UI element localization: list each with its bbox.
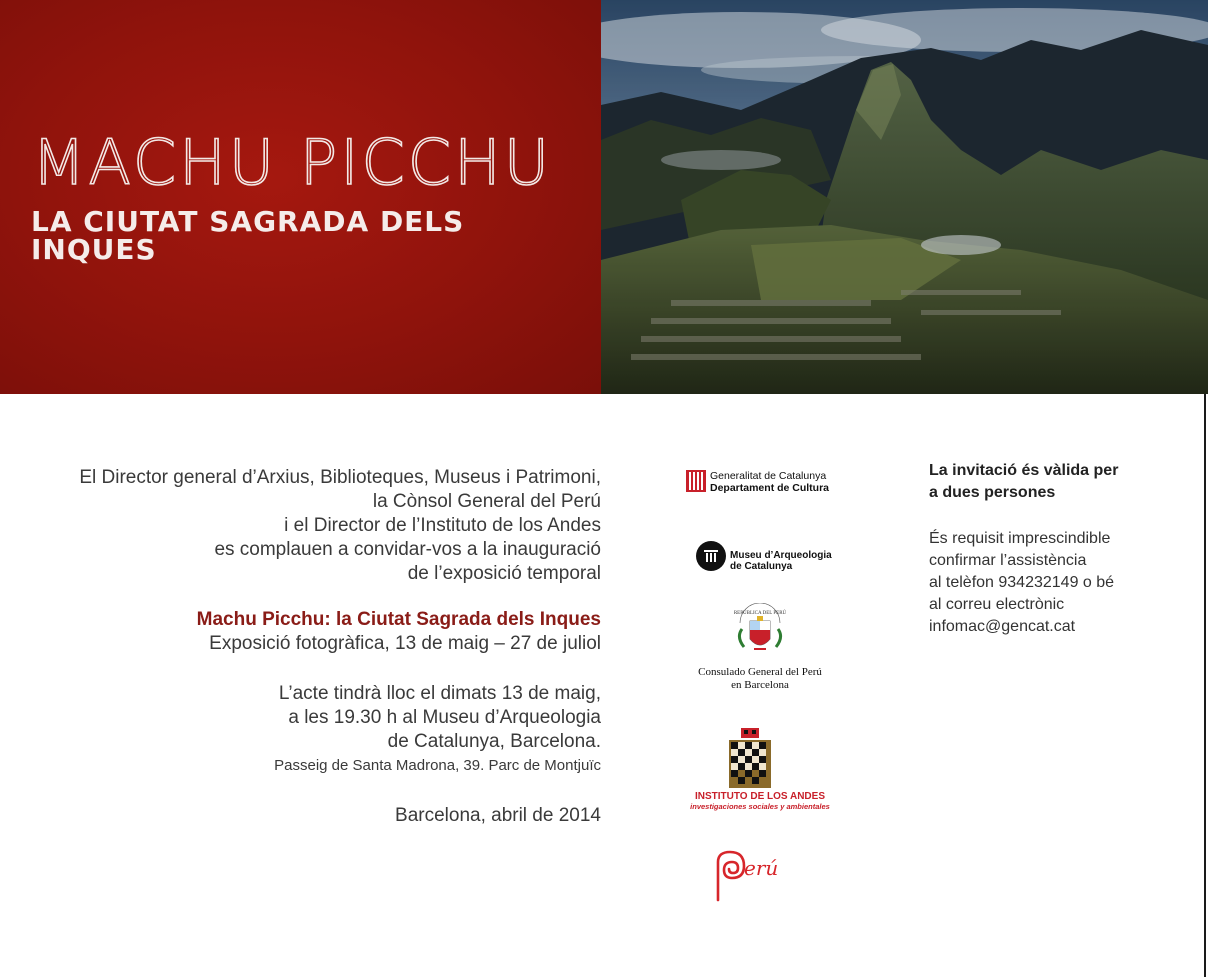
consulado-name: Consulado General del Perú [698, 666, 822, 678]
rsvp-line: confirmar l’assistència [929, 552, 1087, 569]
generalitat-emblem-icon [686, 470, 706, 492]
rsvp-line: al telèfon 934232149 o bé [929, 574, 1115, 591]
event-line: a les 19.30 h al Museu d’Arqueologia [288, 707, 601, 728]
exhibition-subtitle: LA CIUTAT SAGRADA DELS INQUES [31, 205, 465, 266]
exhibition-title: MACHU PICCHU [32, 126, 553, 199]
invitation-line: de l’exposició temporal [407, 563, 601, 584]
peru-wordmark: erú [744, 856, 779, 880]
museu-emblem-icon [696, 541, 726, 571]
andean-textile-icon [727, 728, 773, 790]
title-banner [0, 0, 601, 394]
event-line: de Catalunya, Barcelona. [387, 731, 601, 752]
venue-address: Passeig de Santa Madrona, 39. Parc de Montjuïc [274, 757, 601, 774]
seal-text: REPÚBLICA DEL PERÚ [733, 611, 787, 616]
museu-region: de Catalunya [730, 561, 793, 572]
rsvp-info [929, 460, 1159, 638]
invitation-text [41, 466, 601, 828]
rsvp-line: al correu electrònic [929, 596, 1065, 613]
generalitat-name: Generalitat de Catalunya [710, 470, 827, 482]
validity-heading: a dues persones [929, 484, 1056, 501]
page-edge-divider [1204, 394, 1206, 977]
contact-email: infomac@gencat.cat [929, 618, 1076, 635]
exhibition-dates: Exposició fotogràfica, 13 de maig – 27 de juliol [209, 633, 601, 654]
invitation-line: i el Director de l’Instituto de los Andes [284, 515, 601, 536]
exhibition-name: Machu Picchu: la Ciutat Sagrada dels Inques [196, 609, 601, 630]
rsvp-line: És requisit imprescindible [929, 530, 1111, 547]
invitation-line: El Director general d’Arxius, Biblioteques, Museus i Patrimoni, [79, 467, 601, 488]
instituto-name: INSTITUTO DE LOS ANDES [694, 791, 825, 802]
invitation-line: es complauen a convidar-vos a la inauguració [214, 539, 601, 560]
marca-peru-logo [712, 848, 812, 904]
museu-name: Museu d’Arqueologia [730, 550, 832, 561]
validity-heading: La invitació és vàlida per [929, 462, 1119, 479]
instituto-tagline: investigaciones sociales y ambientales [690, 802, 830, 811]
machu-picchu-photo [601, 0, 1208, 394]
peru-coat-of-arms-icon [728, 603, 792, 661]
signature-line: Barcelona, abril de 2014 [395, 805, 601, 826]
consulado-city: en Barcelona [731, 679, 789, 691]
generalitat-department: Departament de Cultura [710, 482, 830, 494]
invitation-line: la Cònsol General del Perú [372, 491, 601, 512]
event-line: L’acte tindrà lloc el dimats 13 de maig, [278, 683, 601, 704]
